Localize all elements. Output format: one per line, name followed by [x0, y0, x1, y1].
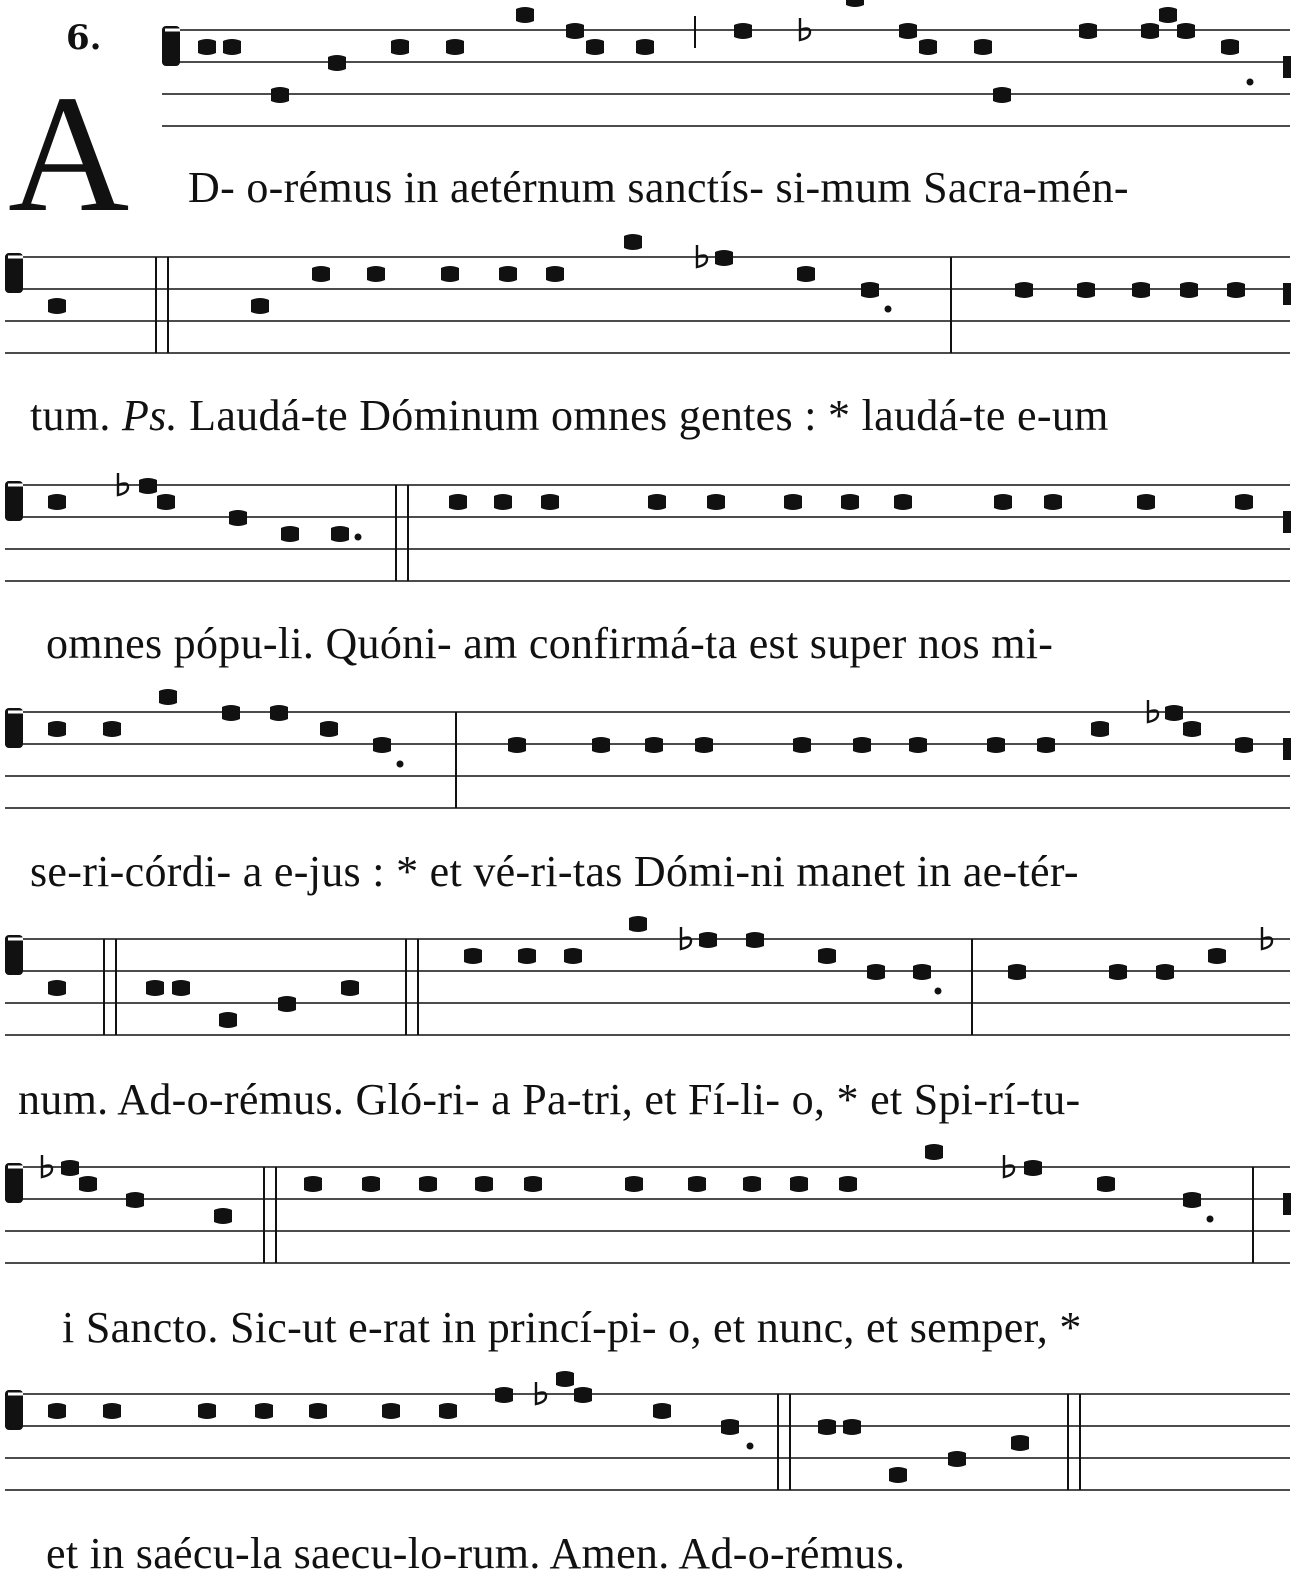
- custos-icon: [1283, 283, 1291, 305]
- punctum-icon: [198, 1403, 216, 1419]
- punctum-icon: [255, 1403, 273, 1419]
- staff-1: [162, 0, 1291, 126]
- punctum-icon: [734, 23, 752, 39]
- punctum-icon: [373, 737, 391, 753]
- punctum-icon: [146, 980, 164, 996]
- punctum-icon: [219, 1012, 237, 1028]
- punctum-icon: [518, 948, 536, 964]
- punctum-icon: [126, 1192, 144, 1208]
- punctum-icon: [974, 39, 992, 55]
- punctum-icon: [494, 494, 512, 510]
- punctum-icon: [925, 1144, 943, 1160]
- staff-3: [5, 473, 1291, 581]
- punctum-icon: [1141, 23, 1159, 39]
- c-clef-icon: [162, 26, 180, 66]
- lyric-line-3: [46, 618, 1053, 669]
- lyric-line-2: [30, 390, 1109, 441]
- lyric-line-1: [188, 162, 1129, 213]
- punctum-icon: [707, 494, 725, 510]
- punctum-icon: [320, 721, 338, 737]
- punctum-icon: [987, 737, 1005, 753]
- punctum-icon: [993, 87, 1011, 103]
- punctum-icon: [48, 298, 66, 314]
- punctum-icon: [919, 39, 937, 55]
- punctum-icon: [48, 1403, 66, 1419]
- punctum-icon: [861, 282, 879, 298]
- c-clef-icon: [5, 708, 23, 748]
- lyric-text: D- o-rémus in aetérnum sanctís- si-mum Sacra-mén-: [188, 163, 1129, 212]
- flat-sign-icon: [697, 245, 707, 267]
- punctum-icon: [1221, 39, 1239, 55]
- punctum-icon: [889, 1467, 907, 1483]
- punctum-icon: [48, 494, 66, 510]
- mora-dot: [1247, 79, 1254, 86]
- flat-sign-icon: [681, 927, 691, 949]
- punctum-icon: [790, 1176, 808, 1192]
- mora-dot: [885, 306, 892, 313]
- punctum-icon: [624, 234, 642, 250]
- staff-2: [5, 234, 1291, 353]
- punctum-icon: [464, 948, 482, 964]
- punctum-icon: [278, 996, 296, 1012]
- mora-dot: [1207, 1216, 1214, 1223]
- punctum-icon: [948, 1451, 966, 1467]
- punctum-icon: [1235, 737, 1253, 753]
- flat-sign-icon: [536, 1382, 546, 1404]
- punctum-icon: [994, 494, 1012, 510]
- punctum-icon: [818, 948, 836, 964]
- c-clef-icon: [5, 1163, 23, 1203]
- punctum-icon: [222, 705, 240, 721]
- lyric-line-7: [46, 1528, 905, 1579]
- punctum-icon: [331, 526, 349, 542]
- punctum-icon: [818, 1419, 836, 1435]
- punctum-icon: [574, 1387, 592, 1403]
- punctum-icon: [251, 298, 269, 314]
- punctum-icon: [341, 980, 359, 996]
- punctum-icon: [103, 721, 121, 737]
- punctum-icon: [541, 494, 559, 510]
- c-clef-icon: [5, 1390, 23, 1430]
- mora-dot: [355, 534, 362, 541]
- punctum-icon: [592, 737, 610, 753]
- punctum-icon: [391, 39, 409, 55]
- punctum-icon: [1180, 282, 1198, 298]
- punctum-icon: [1165, 705, 1183, 721]
- punctum-icon: [793, 737, 811, 753]
- punctum-icon: [223, 39, 241, 55]
- punctum-icon: [1091, 721, 1109, 737]
- punctum-icon: [439, 1403, 457, 1419]
- punctum-icon: [564, 948, 582, 964]
- punctum-icon: [546, 266, 564, 282]
- punctum-icon: [61, 1160, 79, 1176]
- custos-icon: [1283, 738, 1291, 760]
- punctum-icon: [1044, 494, 1062, 510]
- punctum-icon: [312, 266, 330, 282]
- punctum-icon: [746, 932, 764, 948]
- punctum-icon: [139, 478, 157, 494]
- staff-4: [5, 689, 1291, 808]
- punctum-icon: [1208, 948, 1226, 964]
- punctum-icon: [839, 1176, 857, 1192]
- custos-icon: [1283, 511, 1291, 533]
- lyric-text: i Sancto. Sic-ut e-rat in princí-pi- o, et nunc, et semper, *: [62, 1303, 1082, 1352]
- punctum-icon: [281, 526, 299, 542]
- punctum-icon: [449, 494, 467, 510]
- flat-sign-icon: [42, 1155, 52, 1177]
- punctum-icon: [699, 932, 717, 948]
- mora-dot: [397, 761, 404, 768]
- punctum-icon: [475, 1176, 493, 1192]
- punctum-icon: [1183, 1192, 1201, 1208]
- punctum-icon: [499, 266, 517, 282]
- staff-6: [5, 1144, 1291, 1263]
- punctum-icon: [636, 39, 654, 55]
- lyric-line-4: [30, 846, 1079, 897]
- punctum-icon: [1109, 964, 1127, 980]
- staff-5: [5, 916, 1290, 1035]
- punctum-icon: [1132, 282, 1150, 298]
- punctum-icon: [629, 916, 647, 932]
- punctum-icon: [909, 737, 927, 753]
- punctum-icon: [1227, 282, 1245, 298]
- punctum-icon: [853, 737, 871, 753]
- punctum-icon: [157, 494, 175, 510]
- punctum-icon: [304, 1176, 322, 1192]
- punctum-icon: [419, 1176, 437, 1192]
- flat-sign-icon: [1262, 927, 1272, 949]
- punctum-icon: [721, 1419, 739, 1435]
- c-clef-icon: [5, 253, 23, 293]
- punctum-icon: [48, 980, 66, 996]
- punctum-icon: [648, 494, 666, 510]
- punctum-icon: [367, 266, 385, 282]
- flat-sign-icon: [118, 473, 128, 495]
- punctum-icon: [1077, 282, 1095, 298]
- flat-sign-icon: [800, 18, 810, 40]
- chant-number: 6.: [66, 18, 102, 58]
- mora-dot: [935, 988, 942, 995]
- punctum-icon: [899, 23, 917, 39]
- punctum-icon: [198, 39, 216, 55]
- punctum-icon: [229, 510, 247, 526]
- punctum-icon: [516, 7, 534, 23]
- punctum-icon: [846, 0, 864, 7]
- punctum-icon: [715, 250, 733, 266]
- punctum-icon: [784, 494, 802, 510]
- lyric-line-6: [62, 1302, 1082, 1353]
- initial-letter: A: [8, 61, 130, 247]
- lyric-text: omnes pópu-li. Quóni- am confirmá-ta est super nos mi-: [46, 619, 1054, 668]
- lyric-text: tum.: [30, 391, 122, 440]
- punctum-icon: [328, 55, 346, 71]
- mora-dot: [747, 1443, 754, 1450]
- punctum-icon: [1015, 282, 1033, 298]
- c-clef-icon: [5, 935, 23, 975]
- punctum-icon: [441, 266, 459, 282]
- punctum-icon: [743, 1176, 761, 1192]
- punctum-icon: [524, 1176, 542, 1192]
- punctum-icon: [1156, 964, 1174, 980]
- punctum-icon: [1079, 23, 1097, 39]
- lyric-text: et in saécu-la saecu-lo-rum. Amen. Ad-o-rémus.: [46, 1529, 906, 1578]
- punctum-icon: [446, 39, 464, 55]
- custos-icon: [1283, 1193, 1291, 1215]
- punctum-icon: [1011, 1435, 1029, 1451]
- punctum-icon: [1097, 1176, 1115, 1192]
- punctum-icon: [48, 721, 66, 737]
- punctum-icon: [653, 1403, 671, 1419]
- lyric-line-5: [18, 1074, 1080, 1125]
- punctum-icon: [271, 87, 289, 103]
- punctum-icon: [566, 23, 584, 39]
- lyric-text: Laudá-te Dóminum omnes gentes : * laudá-te e-um: [177, 391, 1109, 440]
- lyric-text: se-ri-córdi- a e-jus : * et vé-ri-tas Dómi-ni manet in ae-tér-: [30, 847, 1079, 896]
- punctum-icon: [214, 1208, 232, 1224]
- punctum-icon: [586, 39, 604, 55]
- custos-icon: [1283, 56, 1291, 78]
- punctum-icon: [797, 266, 815, 282]
- punctum-icon: [843, 1419, 861, 1435]
- punctum-icon: [172, 980, 190, 996]
- punctum-icon: [913, 964, 931, 980]
- punctum-icon: [1159, 7, 1177, 23]
- punctum-icon: [688, 1176, 706, 1192]
- punctum-icon: [270, 705, 288, 721]
- punctum-icon: [79, 1176, 97, 1192]
- punctum-icon: [382, 1403, 400, 1419]
- punctum-icon: [867, 964, 885, 980]
- punctum-icon: [556, 1371, 574, 1387]
- punctum-icon: [1037, 737, 1055, 753]
- lyric-text: num. Ad-o-rémus. Gló-ri- a Pa-tri, et Fí-li- o, * et Spi-rí-tu-: [18, 1075, 1081, 1124]
- punctum-icon: [309, 1403, 327, 1419]
- punctum-icon: [1183, 721, 1201, 737]
- punctum-icon: [508, 737, 526, 753]
- psalm-marker: Ps.: [121, 391, 178, 440]
- punctum-icon: [1024, 1160, 1042, 1176]
- punctum-icon: [1008, 964, 1026, 980]
- punctum-icon: [1137, 494, 1155, 510]
- flat-sign-icon: [1004, 1155, 1014, 1177]
- c-clef-icon: [5, 481, 23, 521]
- punctum-icon: [695, 737, 713, 753]
- punctum-icon: [841, 494, 859, 510]
- punctum-icon: [625, 1176, 643, 1192]
- punctum-icon: [1177, 23, 1195, 39]
- flat-sign-icon: [1148, 700, 1158, 722]
- punctum-icon: [103, 1403, 121, 1419]
- punctum-icon: [1235, 494, 1253, 510]
- punctum-icon: [894, 494, 912, 510]
- staff-7: [5, 1371, 1290, 1490]
- punctum-icon: [159, 689, 177, 705]
- punctum-icon: [645, 737, 663, 753]
- punctum-icon: [495, 1387, 513, 1403]
- punctum-icon: [362, 1176, 380, 1192]
